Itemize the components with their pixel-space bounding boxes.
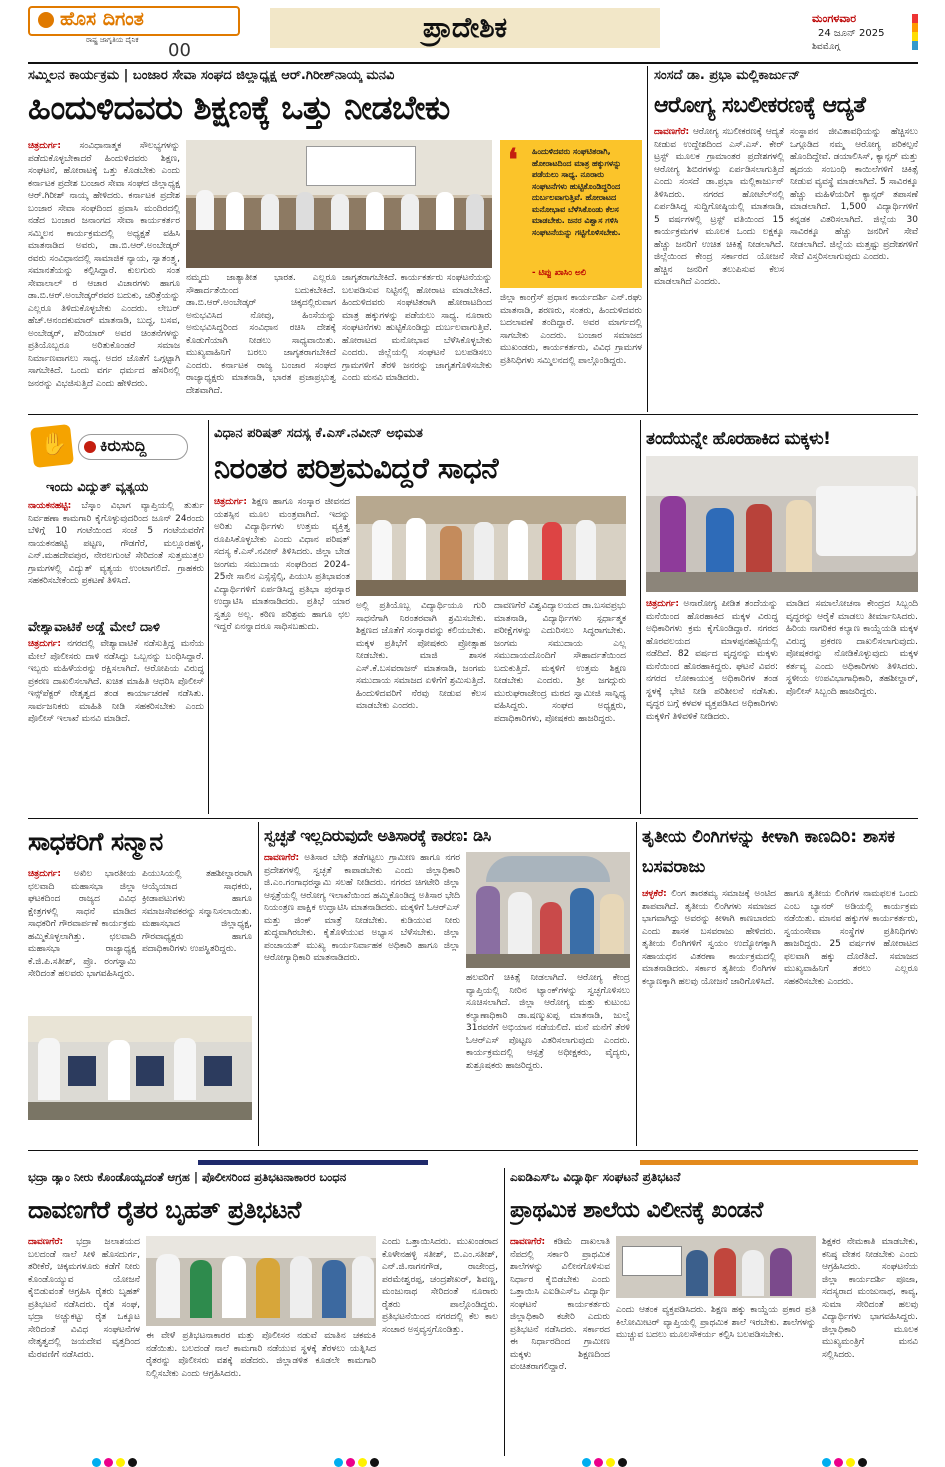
masthead xyxy=(0,0,945,60)
story2-col2: ಸಂಸ್ಥಾಪನ ಜೀವಿತಾವಧಿಯನ್ನು ಹೆಚ್ಚಿಸಲು ಒಗ್ಗೂಡಿದ ನಮ್ಮ ಆರೋಗ್ಯ ಪರಿಕಲ್ಪನೆ ಹೊಂದಿದ್ದೇವೆ. ಡಯಾಲಿಸಿಸ್, ಕ್ಯಾನ್ಸರ್ ಮತ್ತು ಹೃದಯ ಸಂಬಂಧಿ ಕಾಯಿಲೆಗಳಿಗೆ ಚಿಕಿತ್ಸೆ ನೀಡುವ ವ್ಯವಸ್ಥೆ ಮಾಡಲಾಗಿದೆ. 5 ಸಾವಿರಕ್ಕೂ ಹೆಚ್ಚು ಮಹಿಳೆಯರಿಗೆ ಕ್ಯಾನ್ಸರ್ ತಪಾಸಣೆ ಮಾಡಲಾಗಿದೆ. 1,500 ವಿದ್ಯಾರ್ಥಿಗಳಿಗೆ ಕನ್ನಡಕ ವಿತರಿಸಲಾಗಿದೆ. ಜಿಲ್ಲೆಯ 30 ಸಾವಿರಕ್ಕೂ ಹೆಚ್ಚು ಜನರಿಗೆ ಸೇವೆ ನೀಡಲಾಗಿದೆ. ಜಿಲ್ಲೆಯ ಮತ್ತಷ್ಟು ಪ್ರದೇಶಗಳಿಗೆ ಸೇವೆ ವಿಸ್ತರಿಸಲಾಗುವುದು ಎಂದರು. xyxy=(790,127,918,262)
story9-kicker: ಎಐಡಿಎಸ್‌ಒ ವಿದ್ಯಾರ್ಥಿ ಸಂಘಟನೆ ಪ್ರತಿಭಟನೆ xyxy=(510,1170,681,1184)
reg-dot xyxy=(582,1458,591,1467)
color-strip xyxy=(912,14,918,50)
story9-headline: ಪ್ರಾಥಮಿಕ ಶಾಲೆಯ ವಿಲೀನಕ್ಕೆ ಖಂಡನೆ xyxy=(510,1198,763,1223)
story8-headline: ದಾವಣಗೆರೆ ರೈತರ ಬೃಹತ್ ಪ್ರತಿಭಟನೆ xyxy=(28,1196,301,1224)
story3-photo xyxy=(356,496,626,596)
story7-dateline: ಚಳ್ಳಕೆರೆ: xyxy=(642,889,667,899)
reg-dot xyxy=(618,1458,627,1467)
orange-bar xyxy=(640,1160,918,1165)
story2-col1 xyxy=(654,126,784,408)
story8-col2: ಈ ವೇಳೆ ಪ್ರತಿಭಟನಾಕಾರರ ಮತ್ತು ಪೊಲೀಸರ ನಡುವೆ ಮಾತಿನ ಚಕಮಕಿ ನಡೆಯಿತು. ಬಲದಂಡೆ ನಾಲೆ ಕಾಮಗಾರಿ ನಡೆಯುವ ಸ್ಥಳಕ್ಕೆ ತೆರಳಲು ಯತ್ನಿಸಿದ ರೈತರನ್ನು ಪೊಲೀಸರು ವಶಕ್ಕೆ ಪಡೆದರು. ಜಿಲ್ಲಾಡಳಿತ ಕೂಡಲೇ ಕಾಮಗಾರಿ ನಿಲ್ಲಿಸಬೇಕು ಎಂದು ಆಗ್ರಹಿಸಿದರು. xyxy=(146,1331,376,1379)
logo-tagline: ರಾಷ್ಟ್ರ ಜಾಗೃತಿಯ ದೈನಿಕ xyxy=(86,36,139,44)
story1-photo xyxy=(186,140,492,268)
header-date: 24 ಜೂನ್ 2025 xyxy=(818,28,885,39)
h-divider-1 xyxy=(28,414,918,415)
reg-dot xyxy=(846,1458,855,1467)
story6-col1 xyxy=(264,852,460,1142)
story9-col2: ಎಂದು ಆತಂಕ ವ್ಯಕ್ತಪಡಿಸಿದರು. ಶಿಕ್ಷಣ ಹಕ್ಕು ಕಾಯ್ದೆಯ ಪ್ರಕಾರ ಪ್ರತಿ ಕಿಲೋಮೀಟರ್ ವ್ಯಾಪ್ತಿಯಲ್ಲಿ ಪ್ರಾಥಮಿಕ ಶಾಲೆ ಇರಬೇಕು. ಶಾಲೆಗಳನ್ನು ಮುಚ್ಚುವ ಬದಲು ಮೂಲಸೌಕರ್ಯ ಕಲ್ಪಿಸಿ ಬಲಪಡಿಸಬೇಕು. xyxy=(616,1305,816,1340)
v-divider-mid xyxy=(640,420,641,814)
pullquote-author: - ಟಿಪ್ಪು ಖಾಸಿಂ ಅಲಿ xyxy=(532,268,587,278)
story8-col1-text: ಭದ್ರಾ ಜಲಾಶಯದ ಬಲದಂಡೆ ನಾಲೆ ಸೀಳಿ ಹೊಸದುರ್ಗ, ತರೀಕೆರೆ, ಚಿಕ್ಕಮಗಳೂರು ಕಡೆಗೆ ನೀರು ಕೊಂಡೊಯ್ಯುವ ಯೋಜನೆ ಕೈಬಿಡುವಂತೆ ಆಗ್ರಹಿಸಿ ರೈತರು ಬೃಹತ್ ಪ್ರತಿಭಟನೆ ನಡೆಸಿದರು. ರೈತ ಸಂಘ, ಭದ್ರಾ ಅಚ್ಚುಕಟ್ಟು ರೈತ ಒಕ್ಕೂಟ ಸೇರಿದಂತೆ ವಿವಿಧ ಸಂಘಟನೆಗಳ ನೇತೃತ್ವದಲ್ಲಿ ಜಯದೇವ ವೃತ್ತದಿಂದ ಮೆರವಣಿಗೆ ನಡೆಸಿದರು. xyxy=(28,1237,140,1360)
story1-dateline: ಚಿತ್ರದುರ್ಗ: xyxy=(28,141,62,151)
story1-headline: ಹಿಂದುಳಿದವರು ಶಿಕ್ಷಣಕ್ಕೆ ಒತ್ತು ನೀಡಬೇಕು xyxy=(28,88,450,127)
story2-headline: ಆರೋಗ್ಯ ಸಬಲೀಕರಣಕ್ಕೆ ಆದ್ಯತೆ xyxy=(654,93,866,118)
story5-col2: ಪಿಯುಸಿಯಲ್ಲಿ ತಹಶೀಲ್ದಾರರಾಗಿ ಆಯ್ಕೆಯಾದ ಸಾಧಕರು, ಕ್ರೀಡಾಪಟುಗಳು ಹಾಗೂ ಸಮಾಜಸೇವಕರನ್ನು ಸನ್ಮಾನಿಸಲಾಯಿತು. ಮಹಾಸಭಾದ ಜಿಲ್ಲಾಧ್ಯಕ್ಷ, ಗೌರವಾಧ್ಯಕ್ಷರು ಹಾಗೂ ಪದಾಧಿಕಾರಿಗಳು ಉಪಸ್ಥಿತರಿದ್ದರು. xyxy=(142,869,252,954)
story3-col2: ಅಲ್ಲಿ ಪ್ರತಿಯೊಬ್ಬ ವಿದ್ಯಾರ್ಥಿಯೂ ಗುರಿ ಸಾಧನೆಗಾಗಿ ನಿರಂತರವಾಗಿ ಶ್ರಮಿಸಬೇಕು. ಶಿಕ್ಷಣದ ಜೊತೆಗೆ ಸಂಸ್ಕಾರವನ್ನು ಕಲಿಯಬೇಕು. ಮಕ್ಕಳ ಪ್ರತಿಭೆಗೆ ಪೋಷಕರು ಪ್ರೋತ್ಸಾಹ ನೀಡಬೇಕು. ಮಾಜಿ ಶಾಸಕ ಎಸ್.ಕೆ.ಬಸವರಾಜನ್ ಮಾತನಾಡಿ, ಜಂಗಮ ಸಮುದಾಯ ಸಮಾಜದ ಏಳಿಗೆಗೆ ಶ್ರಮಿಸುತ್ತಿದೆ. ಹಿಂದುಳಿದವರಿಗೆ ನೆರವು ನೀಡುವ ಕೆಲಸ ಮಾಡಬೇಕು ಎಂದರು. xyxy=(356,601,486,711)
reg-dot xyxy=(370,1458,379,1467)
brief1-text: ಬೆಸ್ಕಾಂ ವಿಭಾಗ ವ್ಯಾಪ್ತಿಯಲ್ಲಿ ತುರ್ತು ನಿರ್ವಹಣಾ ಕಾಮಗಾರಿ ಕೈಗೊಳ್ಳುವುದರಿಂದ ಜೂನ್ 24ರಂದು ಬೆಳಿಗ್ಗೆ 10 ಗಂಟೆಯಿಂದ ಸಂಜೆ 5 ಗಂಟೆಯವರೆಗೆ ನಾಯಕನಹಟ್ಟಿ ಪಟ್ಟಣ, ಗೌಡಗೆರೆ, ಮಲ್ಲೂರಹಳ್ಳಿ, ಎನ್.ಮಹದೇವಪುರ, ನೇರಲಗುಂಟೆ ಸೇರಿದಂತೆ ಸುತ್ತಮುತ್ತಲ ಗ್ರಾಮಗಳಲ್ಲಿ ವಿದ್ಯುತ್ ವ್ಯತ್ಯಯ ಉಂಟಾಗಲಿದೆ. ಗ್ರಾಹಕರು ಸಹಕರಿಸಬೇಕೆಂದು ಪ್ರಕಟಣೆ ತಿಳಿಸಿದೆ. xyxy=(28,501,204,586)
story8-kicker: ಭದ್ರಾ ಡ್ಯಾಂ ನೀರು ಕೊಂಡೊಯ್ಯದಂತೆ ಆಗ್ರಹ | ಪೊಲೀಸರಿಂದ ಪ್ರತಿಭಟನಾಕಾರರ ಬಂಧನ xyxy=(28,1170,347,1184)
kirusuddi-hand-icon: ✋ xyxy=(40,432,68,457)
story1-col3: ಜಾಗೃತರಾಗಬೇಕಿದೆ. ಕಾರ್ಯಕರ್ತರು ಸಂಘಟನೆಯನ್ನು ಬಲಪಡಿಸುವ ನಿಟ್ಟಿನಲ್ಲಿ ಹೋರಾಟ ಮಾಡಬೇಕಿದೆ. ಹಿಂದುಳಿದವರು ಸಂಘಟಿತರಾಗಿ ಹೋರಾಟದಿಂದ ಮಾತ್ರ ಹಕ್ಕುಗಳನ್ನು ಪಡೆಯಲು ಸಾಧ್ಯ. ನೂರಾರು ಸಂಘಟನೆಗಳು ಹುಟ್ಟಿಕೊಂಡಿದ್ದು ದುರ್ಬಲವಾಗುತ್ತಿವೆ. ಹೋರಾಟದ ಮನೋಭಾವ ಬೆಳೆಸಿಕೊಳ್ಳಬೇಕು ಎಂದರು. ಜಿಲ್ಲೆಯಲ್ಲಿ ಸಂಘಟನೆ ಬಲಪಡಿಸಲು ಗ್ರಾಮಗಳಿಗೆ ತೆರಳಿ ಜನರನ್ನು ಜಾಗೃತಗೊಳಿಸಬೇಕು ಎಂದು ಮನವಿ ಮಾಡಿದರು. xyxy=(342,273,492,383)
story6-headline: ಸ್ವಚ್ಛತೆ ಇಲ್ಲದಿರುವುದೇ ಅತಿಸಾರಕ್ಕೆ ಕಾರಣ: ಡಿಸಿ xyxy=(264,826,491,845)
reg-dot xyxy=(822,1458,831,1467)
header-day: ಮಂಗಳವಾರ xyxy=(812,12,857,25)
reg-dot xyxy=(834,1458,843,1467)
story6-photo xyxy=(466,852,630,968)
story6-dateline: ದಾವಣಗೆರೆ: xyxy=(264,853,300,863)
v-divider-b3 xyxy=(504,1168,505,1456)
logo-flame-icon xyxy=(38,12,54,28)
story1-col1 xyxy=(28,140,180,408)
story4-photo xyxy=(646,456,918,592)
h-divider-3 xyxy=(28,1150,918,1151)
kirusuddi-title: ಕಿರುಸುದ್ದಿ xyxy=(100,436,147,455)
reg-dot xyxy=(606,1458,615,1467)
story5-photo xyxy=(28,1016,252,1120)
story8-col1 xyxy=(28,1236,140,1454)
masthead-rule xyxy=(28,62,918,64)
kirusuddi-dot-icon xyxy=(84,441,96,453)
story9-col1-text: ಕಡಿಮೆ ದಾಖಲಾತಿ ನೆಪದಲ್ಲಿ ಸರ್ಕಾರಿ ಪ್ರಾಥಮಿಕ ಶಾಲೆಗಳನ್ನು ವಿಲೀನಗೊಳಿಸುವ ನಿರ್ಧಾರ ಕೈಬಿಡಬೇಕು ಎಂದು ಒತ್ತಾಯಿಸಿ ಎಐಡಿಎಸ್‌ಒ ವಿದ್ಯಾರ್ಥಿ ಸಂಘಟನೆ ಕಾರ್ಯಕರ್ತರು ಜಿಲ್ಲಾಧಿಕಾರಿ ಕಚೇರಿ ಎದುರು ಪ್ರತಿಭಟನೆ ನಡೆಸಿದರು. ಸರ್ಕಾರದ ಈ ನಿರ್ಧಾರದಿಂದ ಗ್ರಾಮೀಣ ಮಕ್ಕಳು ಶಿಕ್ಷಣದಿಂದ ವಂಚಿತರಾಗಲಿದ್ದಾರೆ. xyxy=(510,1237,610,1372)
story5-dateline: ಚಿತ್ರದುರ್ಗ: xyxy=(28,869,62,879)
reg-dot xyxy=(128,1458,137,1467)
story9-col1 xyxy=(510,1236,610,1454)
story1-col4: ಜಿಲ್ಲಾ ಕಾಂಗ್ರೆಸ್ ಪ್ರಧಾನ ಕಾರ್ಯದರ್ಶಿ ಎನ್.ರಘು ಮಾತನಾಡಿ, ಶರಣರು, ಸಂತರು, ಹಿಂದುಳಿದವರು ಬದಲಾವಣೆ ತಂದಿದ್ದಾರೆ. ಅವರ ಮಾರ್ಗದಲ್ಲಿ ಸಾಗಬೇಕು ಎಂದರು. ಬಂಜಾರ ಸಮಾಜದ ಮುಖಂಡರು, ಕಾರ್ಯಕರ್ತರು, ವಿವಿಧ ಗ್ರಾಮಗಳ ಪ್ರತಿನಿಧಿಗಳು ಸಮ್ಮಿಲನದಲ್ಲಿ ಪಾಲ್ಗೊಂಡಿದ್ದರು. xyxy=(500,293,642,366)
v-divider-brief xyxy=(208,420,209,814)
reg-dot xyxy=(334,1458,343,1467)
story3-kicker: ವಿಧಾನ ಪರಿಷತ್ ಸದಸ್ಯ ಕೆ.ಎಸ್.ನವೀನ್ ಅಭಿಮತ xyxy=(214,426,423,441)
story2-dateline: ದಾವಣಗೆರೆ: xyxy=(654,127,690,137)
brief2-body xyxy=(28,638,204,812)
v-divider-top xyxy=(647,66,648,412)
logo-text: ಹೊಸ ದಿಗಂತ xyxy=(60,8,144,30)
story6-col1-text: ಅತಿಸಾರ ಬೇಧಿ ತಡೆಗಟ್ಟಲು ಗ್ರಾಮೀಣ ಹಾಗೂ ನಗರ ಪ್ರದೇಶಗಳಲ್ಲಿ ಸ್ವಚ್ಛತೆ ಕಾಪಾಡಬೇಕು ಎಂದು ಜಿಲ್ಲಾಧಿಕಾರಿ ಜಿ.ಎಂ.ಗಂಗಾಧರಸ್ವಾಮಿ ಸಲಹೆ ನೀಡಿದರು. ನಗರದ ಚಿಗಟೇರಿ ಜಿಲ್ಲಾ ಆಸ್ಪತ್ರೆಯಲ್ಲಿ ಆರೋಗ್ಯ ಇಲಾಖೆಯಿಂದ ಹಮ್ಮಿಕೊಂಡಿದ್ದ ಅತಿಸಾರ ಭೇದಿ ನಿಯಂತ್ರಣ ಪಾಕ್ಷಿಕ ಉದ್ಘಾಟಿಸಿ ಮಾತನಾಡಿದರು. ಮಕ್ಕಳಿಗೆ ಓಆರ್‌ಎಸ್ ಮತ್ತು ಜಿಂಕ್ ಮಾತ್ರೆ ನೀಡಬೇಕು. ಕುಡಿಯುವ ನೀರು ಶುದ್ಧವಾಗಿರಬೇಕು. ಕೈತೊಳೆಯುವ ಅಭ್ಯಾಸ ಬೆಳೆಸಬೇಕು. ಜಿಲ್ಲಾ ಪಂಚಾಯತ್ ಮುಖ್ಯ ಕಾರ್ಯನಿರ್ವಾಹಕ ಅಧಿಕಾರಿ ಹಾಗೂ ಜಿಲ್ಲಾ ಆರೋಗ್ಯಾಧಿಕಾರಿ ಮಾತನಾಡಿದರು. xyxy=(264,853,460,963)
brief1-title: ಇಂದು ವಿದ್ಯುತ್ ವ್ಯತ್ಯಯ xyxy=(46,480,149,495)
brief2-text: ನಗರದಲ್ಲಿ ವೇಶ್ಯಾವಾಟಿಕೆ ನಡೆಸುತ್ತಿದ್ದ ಮನೆಯ ಮೇಲೆ ಪೊಲೀಸರು ದಾಳಿ ನಡೆಸಿದ್ದು ಒಬ್ಬನನ್ನು ಬಂಧಿಸಿದ್ದಾರೆ. ಇಬ್ಬರು ಮಹಿಳೆಯರನ್ನು ರಕ್ಷಿಸಲಾಗಿದೆ. ಆರೋಪಿಯ ವಿರುದ್ಧ ಪ್ರಕರಣ ದಾಖಲಿಸಲಾಗಿದೆ. ಖಚಿತ ಮಾಹಿತಿ ಆಧರಿಸಿ ಪೊಲೀಸ್ ಇನ್ಸ್‌ಪೆಕ್ಟರ್ ನೇತೃತ್ವದ ತಂಡ ಕಾರ್ಯಾಚರಣೆ ನಡೆಸಿತು. ಸಾರ್ವಜನಿಕರು ಮಾಹಿತಿ ನೀಡಿ ಸಹಕರಿಸಬೇಕು ಎಂದು ಪೊಲೀಸ್ ಇಲಾಖೆ ಮನವಿ ಮಾಡಿದೆ. xyxy=(28,639,204,724)
story4-col1 xyxy=(646,598,778,812)
story3-col1 xyxy=(214,496,350,812)
story4-dateline: ಚಿತ್ರದುರ್ಗ: xyxy=(646,599,680,609)
section-title: ಪ್ರಾದೇಶಿಕ xyxy=(422,11,508,44)
story2-kicker: ಸಂಸದೆ ಡಾ. ಪ್ರಭಾ ಮಲ್ಲಿಕಾರ್ಜುನ್ xyxy=(654,68,800,83)
reg-dot xyxy=(594,1458,603,1467)
navy-bar xyxy=(198,1160,428,1165)
reg-dot xyxy=(92,1458,101,1467)
brief1-body xyxy=(28,500,204,612)
story9-photo xyxy=(616,1236,816,1298)
story9-col3: ಶಿಕ್ಷಕರ ನೇಮಕಾತಿ ಮಾಡಬೇಕು, ಕನಿಷ್ಠ ವೇತನ ನೀಡಬೇಕು ಎಂದು ಆಗ್ರಹಿಸಿದರು. ಸಂಘಟನೆಯ ಜಿಲ್ಲಾ ಕಾರ್ಯದರ್ಶಿ ಪೂಜಾ, ಸದಸ್ಯರಾದ ಮಂಜುನಾಥ, ಕಾವ್ಯ, ಸುಮಾ ಸೇರಿದಂತೆ ಹಲವು ವಿದ್ಯಾರ್ಥಿಗಳು ಭಾಗವಹಿಸಿದ್ದರು. ಜಿಲ್ಲಾಧಿಕಾರಿ ಮೂಲಕ ಮುಖ್ಯಮಂತ್ರಿಗೆ ಮನವಿ ಸಲ್ಲಿಸಿದರು. xyxy=(822,1237,918,1360)
v-divider-b1 xyxy=(258,822,259,1146)
story3-dateline: ಚಿತ್ರದುರ್ಗ: xyxy=(214,497,248,507)
story7-col2: ಹಾಗೂ ತೃತೀಯ ಲಿಂಗಿಗಳ ನಾಮಫಲಕ ಒಂದು ಎಂಬ ಬ್ಯಾನರ್‌ ಅಡಿಯಲ್ಲಿ ಕಾರ್ಯಕ್ರಮ ನಡೆಯಿತು. ಮಾನವ ಹಕ್ಕುಗಳ ಕಾರ್ಯಕರ್ತರು, ಸ್ವಯಂಸೇವಾ ಸಂಸ್ಥೆಗಳ ಪ್ರತಿನಿಧಿಗಳು ಹಾಜರಿದ್ದರು. 25 ವರ್ಷಗಳ ಹೋರಾಟದ ಫಲವಾಗಿ ಹಕ್ಕು ದೊರೆತಿದೆ. ಸಮಾಜದ ಮುಖ್ಯವಾಹಿನಿಗೆ ತರಲು ಎಲ್ಲರೂ ಸಹಕರಿಸಬೇಕು ಎಂದರು. xyxy=(784,889,918,987)
story5-headline: ಸಾಧಕರಿಗೆ ಸನ್ಮಾನ xyxy=(28,827,163,856)
page-number: 00 xyxy=(168,40,191,61)
story4-headline: ತಂದೆಯನ್ನೇ ಹೊರಹಾಕಿದ ಮಕ್ಕಳು! xyxy=(646,429,831,449)
story8-dateline: ದಾವಣಗೆರೆ: xyxy=(28,1237,64,1247)
story6-col2: ಹಲವರಿಗೆ ಚಿಕಿತ್ಸೆ ನೀಡಲಾಗಿದೆ. ಆರೋಗ್ಯ ಕೇಂದ್ರ ವ್ಯಾಪ್ತಿಯಲ್ಲಿ ನೀರಿನ ಟ್ಯಾಂಕ್‌ಗಳನ್ನು ಸ್ವಚ್ಛಗೊಳಿಸಲು ಸೂಚಿಸಲಾಗಿದೆ. ಜಿಲ್ಲಾ ಆರೋಗ್ಯ ಮತ್ತು ಕುಟುಂಬ ಕಲ್ಯಾಣಾಧಿಕಾರಿ ಡಾ.ಷಣ್ಮುಖಪ್ಪ ಮಾತನಾಡಿ, ಜುಲೈ 31ರವರೆಗೆ ಅಭಿಯಾನ ನಡೆಯಲಿದೆ. ಮನೆ ಮನೆಗೆ ತೆರಳಿ ಓಆರ್‌ಎಸ್ ಪೊಟ್ಟಣ ವಿತರಿಸಲಾಗುವುದು ಎಂದರು. ಕಾರ್ಯಕ್ರಮದಲ್ಲಿ ಆಸ್ಪತ್ರೆ ಅಧೀಕ್ಷಕರು, ವೈದ್ಯರು, ಶುಶ್ರೂಷಕರು ಹಾಜರಿದ್ದರು. xyxy=(466,973,630,1071)
quote-icon: ❛ xyxy=(508,143,518,178)
story1-kicker: ಸಮ್ಮಿಲನ ಕಾರ್ಯಕ್ರಮ | ಬಂಜಾರ ಸೇವಾ ಸಂಘದ ಜಿಲ್ಲಾಧ್ಯಕ್ಷ ಆರ್.ಗಿರೀಶ್‌ನಾಯ್ಕ ಮನವಿ xyxy=(28,68,395,83)
story8-photo xyxy=(146,1236,376,1326)
pullquote-text: ಹಿಂದುಳಿದವರು ಸಂಘಟಿತರಾಗಿ, ಹೋರಾಟದಿಂದ ಮಾತ್ರ ಹಕ್ಕುಗಳನ್ನು ಪಡೆಯಲು ಸಾಧ್ಯ. ನೂರಾರು ಸಂಘಟನೆಗಳು ಹುಟ್ಟಿಕೊಂಡಿದ್ದರಿಂದ ದುರ್ಬಲವಾಗುತ್ತಿವೆ. ಹೋರಾಟದ ಮನೋಭಾವ ಬೆಳೆಸಿಕೊಂಡು ಕೆಲಸ ಮಾಡಬೇಕು. ಜನರ ವಿಶ್ವಾಸ ಗಳಿಸಿ ಸಂಘಟನೆಯನ್ನು ಗಟ್ಟಿಗೊಳಿಸಬೇಕು. xyxy=(532,147,622,237)
v-divider-b2 xyxy=(636,822,637,1146)
h-divider-2 xyxy=(28,818,918,819)
story5-col1 xyxy=(28,868,136,1008)
story7-col1 xyxy=(642,888,776,1142)
reg-dot xyxy=(104,1458,113,1467)
brief2-dateline: ಚಿತ್ರದುರ್ಗ: xyxy=(28,639,62,649)
reg-dot xyxy=(858,1458,867,1467)
story2-col1-text: ಆರೋಗ್ಯ ಸಬಲೀಕರಣಕ್ಕೆ ಆದ್ಯತೆ ನೀಡುವ ಉದ್ದೇಶದಿಂದ ಎಸ್.ಎಸ್. ಕೇರ್ ಟ್ರಸ್ಟ್ ಮೂಲಕ ಗ್ರಾಮಾಂತರ ಪ್ರದೇಶಗಳಲ್ಲಿ ಆರೋಗ್ಯ ಶಿಬಿರಗಳನ್ನು ಏರ್ಪಡಿಸಲಾಗುತ್ತಿದೆ ಎಂದು ಸಂಸದೆ ಡಾ.ಪ್ರಭಾ ಮಲ್ಲಿಕಾರ್ಜುನ್ ತಿಳಿಸಿದರು. ನಗರದ ಹೋಟೆಲ್‌ನಲ್ಲಿ ಏರ್ಪಡಿಸಿದ್ದ ಸುದ್ದಿಗೋಷ್ಠಿಯಲ್ಲಿ ಮಾತನಾಡಿ, 5 ವರ್ಷಗಳಲ್ಲಿ ಟ್ರಸ್ಟ್ ವತಿಯಿಂದ 15 ಕಾರ್ಯಕ್ರಮಗಳ ಮೂಲಕ ಒಂದು ಲಕ್ಷಕ್ಕೂ ಹೆಚ್ಚು ಜನರಿಗೆ ಉಚಿತ ಚಿಕಿತ್ಸೆ ನೀಡಲಾಗಿದೆ. ಜಿಲ್ಲೆಯಿಂದ ಕೇಂದ್ರ ಸರ್ಕಾರದ ಯೋಜನೆ ಹೆಚ್ಚಿನ ಜನರಿಗೆ ತಲುಪಿಸುವ ಕೆಲಸ ಮಾಡಲಾಗಿದೆ ಎಂದರು. xyxy=(654,127,784,287)
story4-col2: ಮಾಡಿದ ಸಮಾಲೋಚನಾ ಕೇಂದ್ರದ ಸಿಬ್ಬಂದಿ ವೃದ್ಧರನ್ನು ಆರೈಕೆ ಮಾಡಲು ತೀರ್ಮಾನಿಸಿದರು. ಹಿರಿಯ ನಾಗರಿಕರ ಕಲ್ಯಾಣ ಕಾಯ್ದೆಯಡಿ ಮಕ್ಕಳ ವಿರುದ್ಧ ಪ್ರಕರಣ ದಾಖಲಿಸಲಾಗುವುದು. ಪೋಷಕರನ್ನು ನೋಡಿಕೊಳ್ಳುವುದು ಮಕ್ಕಳ ಕರ್ತವ್ಯ ಎಂದು ಅಧಿಕಾರಿಗಳು ತಿಳಿಸಿದರು. ಸ್ಥಳೀಯ ಉಪವಿಭಾಗಾಧಿಕಾರಿ, ತಹಶೀಲ್ದಾರ್, ಪೊಲೀಸ್ ಸಿಬ್ಬಂದಿ ಹಾಜರಿದ್ದರು. xyxy=(786,599,918,697)
story1-col1-text: ಸಂವಿಧಾನಾತ್ಮಕ ಸೌಲಭ್ಯಗಳನ್ನು ಪಡೆದುಕೊಳ್ಳಬೇಕಾದರೆ ಹಿಂದುಳಿದವರು ಶಿಕ್ಷಣ, ಸಂಘಟನೆ, ಹೋರಾಟಕ್ಕೆ ಒತ್ತು ಕೊಡಬೇಕು ಎಂದು ಕರ್ನಾಟಕ ಪ್ರದೇಶ ಬಂಜಾರ ಸೇವಾ ಸಂಘದ ಜಿಲ್ಲಾಧ್ಯಕ್ಷ ಆರ್.ಗಿರೀಶ್ ನಾಯ್ಕ ಹೇಳಿದರು. ಕರ್ನಾಟಕ ಪ್ರದೇಶ ಬಂಜಾರ ಸೇವಾ ಸಂಘದಿಂದ ಪ್ರವಾಸಿ ಮಂದಿರದಲ್ಲಿ ನಡೆದ ಬಂಜಾರ ಜನಾಂಗದ ಸೇವಾ ಕಾರ್ಯಕರ್ತರ ಸಮ್ಮಿಲನ ಕಾರ್ಯಕ್ರಮದಲ್ಲಿ ಅಧ್ಯಕ್ಷತೆ ವಹಿಸಿ ಮಾತನಾಡಿದ ಅವರು, ಡಾ.ಬಿ.ಆರ್.ಅಂಬೇಡ್ಕರ್ ರವರು ಸಂವಿಧಾನದಲ್ಲಿ ಸಾಮಾಜಿಕ ನ್ಯಾಯ, ಸ್ವಾತಂತ್ರ್ಯ, ಸಮಾನತೆಯನ್ನು ಕಲ್ಪಿಸಿದ್ದಾರೆ. ಕುಲಗುರು ಸಂತ ಸೇವಾಲಾಲ್ ರ ಆಚಾರ ವಿಚಾರಗಳು ಹಾಗೂ ಡಾ.ಬಿ.ಆರ್.ಅಂಬೇಡ್ಕರ್‌ರವರ ಬದುಕು, ಚರಿತ್ರೆಯನ್ನು ಎಲ್ಲರೂ ತಿಳಿದುಕೊಳ್ಳಬೇಕು ಎಂದರು. ಲೇಬರ್ ಹೆಚ್.ಆನಂದಕುಮಾರ್ ಮಾತನಾಡಿ, ಬುದ್ಧ, ಬಸವ, ಅಂಬೇಡ್ಕರ್, ಪೆರಿಯಾರ್ ಅವರ ಚಿಂತನೆಗಳನ್ನು ಪ್ರತಿಯೊಬ್ಬರೂ ಅರಿತುಕೊಂಡರೆ ಸಮಾಜ ನಿರ್ಮಾಣವಾಗಲು ಸಾಧ್ಯ. ಅದರ ಜೊತೆಗೆ ಒಗ್ಗಟ್ಟಾಗಿ ಸಾಗಬೇಕಿದೆ. ಒಂದು ವರ್ಗ ಧರ್ಮದ ಹೆಸರಿನಲ್ಲಿ ಜನರನ್ನು ವಿಭಜಿಸುತ್ತಿದೆ ಎಂದು ಹೇಳಿದರು. xyxy=(28,141,180,389)
story3-col3: ದಾವಣಗೆರೆ ವಿಶ್ವವಿದ್ಯಾಲಯದ ಡಾ.ಬಸವಪ್ರಭು ಮಾತನಾಡಿ, ವಿದ್ಯಾರ್ಥಿಗಳು ಸ್ಪರ್ಧಾತ್ಮಕ ಪರೀಕ್ಷೆಗಳನ್ನು ಎದುರಿಸಲು ಸಿದ್ಧರಾಗಬೇಕು. ಜಂಗಮ ಸಮುದಾಯ ಎಲ್ಲ ಸಮುದಾಯದೊಂದಿಗೆ ಸೌಹಾರ್ದತೆಯಿಂದ ಬದುಕುತ್ತಿದೆ. ಮಕ್ಕಳಿಗೆ ಉತ್ತಮ ಶಿಕ್ಷಣ ನೀಡಬೇಕು ಎಂದರು. ಶ್ರೀ ಜಗದ್ಗುರು ಮುರುಘರಾಜೇಂದ್ರ ಮಠದ ಸ್ವಾಮೀಜಿ ಸಾನ್ನಿಧ್ಯ ವಹಿಸಿದ್ದರು. ಸಂಘದ ಅಧ್ಯಕ್ಷರು, ಪದಾಧಿಕಾರಿಗಳು, ಪೋಷಕರು ಹಾಜರಿದ್ದರು. xyxy=(494,601,626,724)
story9-dateline: ದಾವಣಗೆರೆ: xyxy=(510,1237,546,1247)
brief1-dateline: ನಾಯಕನಹಟ್ಟಿ: xyxy=(28,501,72,511)
story7-col1-text: ಲಿಂಗ ತಾರತಮ್ಯ ಸಮಾಜಕ್ಕೆ ಅಂಟಿದ ಶಾಪವಾಗಿದೆ. ತೃತೀಯ ಲಿಂಗಿಗಳು ಸಮಾಜದ ಭಾಗವಾಗಿದ್ದು ಅವರನ್ನು ಕೀಳಾಗಿ ಕಾಣಬಾರದು ಎಂದು ಶಾಸಕ ಬಸವರಾಜು ಹೇಳಿದರು. ತೃತೀಯ ಲಿಂಗಿಗಳಿಗೆ ಸ್ವಯಂ ಉದ್ಯೋಗಕ್ಕಾಗಿ ಸಹಾಯಧನ ವಿತರಣಾ ಕಾರ್ಯಕ್ರಮದಲ್ಲಿ ಮಾತನಾಡಿದರು. ಸರ್ಕಾರ ತೃತೀಯ ಲಿಂಗಿಗಳ ಕಲ್ಯಾಣಕ್ಕಾಗಿ ಹಲವು ಯೋಜನೆ ಜಾರಿಗೊಳಿಸಿದೆ. xyxy=(642,889,776,987)
story8-col3: ಎಂದು ಒತ್ತಾಯಿಸಿದರು. ಮುಖಂಡರಾದ ಕೊಳೇನಹಳ್ಳಿ ಸತೀಶ್, ಬಿ.ಎಂ.ಸತೀಶ್, ಎನ್.ಜಿ.ನಾಗನಗೌಡ, ರಾಜೇಂದ್ರ, ಪರಮೇಶ್ವರಪ್ಪ, ಚಂದ್ರಶೇಖರ್, ಶಿವಣ್ಣ, ಮಂಜುನಾಥ ಸೇರಿದಂತೆ ನೂರಾರು ರೈತರು ಪಾಲ್ಗೊಂಡಿದ್ದರು. ಪ್ರತಿಭಟನೆಯಿಂದ ನಗರದಲ್ಲಿ ಕೆಲ ಕಾಲ ಸಂಚಾರ ಅಸ್ತವ್ಯಸ್ತಗೊಂಡಿತ್ತು. xyxy=(382,1237,498,1335)
reg-dot xyxy=(116,1458,125,1467)
header-edition: ಶಿವಮೊಗ್ಗ xyxy=(812,42,840,52)
brief2-title: ವೇಶ್ಯಾವಾಟಿಕೆ ಅಡ್ಡೆ ಮೇಲೆ ದಾಳಿ xyxy=(28,620,160,635)
reg-dot xyxy=(346,1458,355,1467)
story4-col1-text: ಅನಾರೋಗ್ಯ ಪೀಡಿತ ತಂದೆಯನ್ನು ಮನೆಯಿಂದ ಹೊರಹಾಕಿದ ಮಕ್ಕಳ ವಿರುದ್ಧ ಅಧಿಕಾರಿಗಳು ಕ್ರಮ ಕೈಗೊಂಡಿದ್ದಾರೆ. ನಗರದ ಹೊರವಲಯದ ಮಾಳಪ್ಪನಹಟ್ಟಿಯಲ್ಲಿ ನಡೆದಿದೆ. 82 ವರ್ಷದ ವೃದ್ಧನನ್ನು ಮಕ್ಕಳು ಮನೆಯಿಂದ ಹೊರಹಾಕಿದ್ದರು. ಘಟನೆ ವಿವರ: ನಗರದ ಲೋಕಾಯುಕ್ತ ಅಧಿಕಾರಿಗಳ ತಂಡ ಸ್ಥಳಕ್ಕೆ ಭೇಟಿ ನೀಡಿ ಪರಿಶೀಲನೆ ನಡೆಸಿತು. ವೃದ್ಧರ ಬಗ್ಗೆ ಕಳವಳ ವ್ಯಕ್ತಪಡಿಸಿದ ಅಧಿಕಾರಿಗಳು ಮಕ್ಕಳಿಗೆ ತಿಳಿವಳಿಕೆ ನೀಡಿದರು. xyxy=(646,599,778,722)
story3-headline: ನಿರಂತರ ಪರಿಶ್ರಮವಿದ್ದರೆ ಸಾಧನೆ xyxy=(214,451,499,485)
story5-col1-text: ಅಖಿಲ ಭಾರತೀಯ ಛಲವಾದಿ ಮಹಾಸಭಾ ಜಿಲ್ಲಾ ಘಟಕದಿಂದ ರಾಜ್ಯದ ವಿವಿಧ ಕ್ಷೇತ್ರಗಳಲ್ಲಿ ಸಾಧನೆ ಮಾಡಿದ ಸಾಧಕರಿಗೆ ಗೌರವಾರ್ಪಣೆ ಕಾರ್ಯಕ್ರಮ ಹಮ್ಮಿಕೊಳ್ಳಲಾಗಿತ್ತು. ಛಲವಾದಿ ಮಹಾಸಭಾ ರಾಜ್ಯಾಧ್ಯಕ್ಷ ಕೆ.ಜಿ.ಪಿ.ಸತೀಶ್, ಪ್ರೊ. ರಂಗಸ್ವಾಮಿ ಸೇರಿದಂತೆ ಹಲವರು ಭಾಗವಹಿಸಿದ್ದರು. xyxy=(28,869,136,979)
story1-col2: ನಮ್ಮದು ಜಾತ್ಯಾತೀತ ಭಾರತ. ಎಲ್ಲರೂ ಸೌಹಾರ್ದತೆಯಿಂದ ಬದುಕಬೇಕಿದೆ. ಡಾ.ಬಿ.ಆರ್.ಅಂಬೇಡ್ಕರ್ ಚಿಕ್ಕದಲ್ಲಿರುವಾಗ ಅನುಭವಿಸಿದ ನೋವು, ಹಿಂಸೆಯನ್ನು ಅನುಭವಿಸಿದ್ದರಿಂದ ಸಂವಿಧಾನ ರಚಿಸಿ ದೇಶಕ್ಕೆ ಕೊಡುಗೆಯಾಗಿ ನೀಡಲು ಸಾಧ್ಯವಾಯಿತು. ಮುಖ್ಯವಾಹಿನಿಗೆ ಬರಲು ಜಾಗೃತರಾಗಬೇಕಿದೆ ಎಂದರು. ಕರ್ನಾಟಕ ರಾಜ್ಯ ಬಂಜಾರ ಸಂಘದ ರಾಜ್ಯಾಧ್ಯಕ್ಷರು ಮಾತನಾಡಿ, ಭಾರತ ಪ್ರಜಾಪ್ರಭುತ್ವ ದೇಶವಾಗಿದೆ. xyxy=(186,273,336,396)
story3-col1-text: ಶಿಕ್ಷಣ ಹಾಗೂ ಸಂಸ್ಕಾರ ಜೀವನದ ಯಶಸ್ಸಿನ ಮೂಲ ಮಂತ್ರವಾಗಿದೆ. ಇದನ್ನು ಅರಿತು ವಿದ್ಯಾರ್ಥಿಗಳು ಉತ್ತಮ ವ್ಯಕ್ತಿತ್ವ ರೂಪಿಸಿಕೊಳ್ಳಬೇಕು ಎಂದು ವಿಧಾನ ಪರಿಷತ್ ಸದಸ್ಯ ಕೆ.ಎಸ್.ನವೀನ್ ತಿಳಿಸಿದರು. ಜಿಲ್ಲಾ ಬೇಡ ಜಂಗಮ ಸಮುದಾಯ ಸಂಘದಿಂದ 2024-25ನೇ ಸಾಲಿನ ಎಸ್ಸೆಸ್ಸೆಲ್ಸಿ, ಪಿಯುಸಿ ಪ್ರತಿಭಾವಂತ ವಿದ್ಯಾರ್ಥಿಗಳಿಗೆ ಏರ್ಪಡಿಸಿದ್ದ ಪ್ರತಿಭಾ ಪುರಸ್ಕಾರ ಉದ್ಘಾಟಿಸಿ ಮಾತನಾಡಿದರು. ಪ್ರತಿಭೆ ಯಾರ ಸ್ವತ್ತೂ ಅಲ್ಲ. ಕಠಿಣ ಪರಿಶ್ರಮ ಹಾಗೂ ಛಲ ಇದ್ದರೆ ಏನನ್ನಾದರೂ ಸಾಧಿಸಬಹುದು. xyxy=(214,497,350,632)
story7-headline: ತೃತೀಯ ಲಿಂಗಿಗಳನ್ನು ಕೀಳಾಗಿ ಕಾಣದಿರಿ: ಶಾಸಕ ಬಸವರಾಜು xyxy=(642,827,895,877)
reg-dot xyxy=(358,1458,367,1467)
